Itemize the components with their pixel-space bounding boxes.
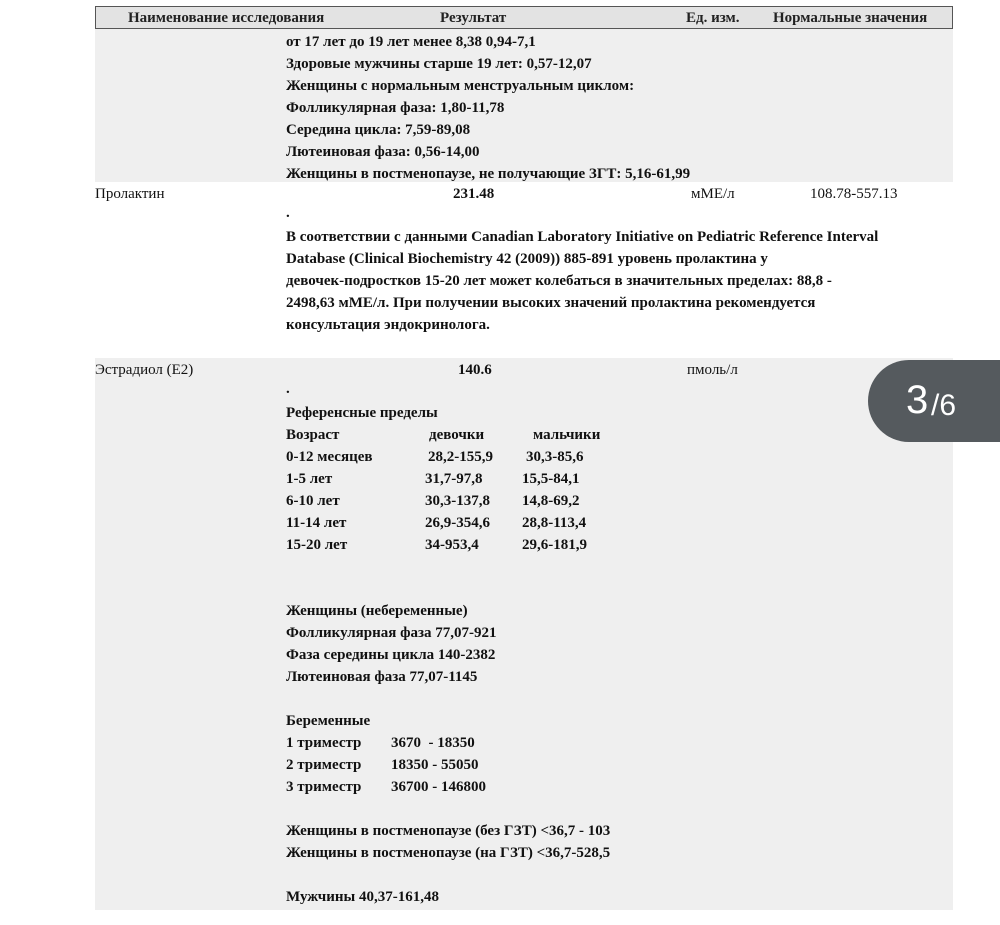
trimester-range: 18350 - 55050: [391, 757, 479, 773]
women-line: Фаза середины цикла 140-2382: [286, 647, 496, 663]
prolactin-note-line: девочек-подростков 15-20 лет может колебаться в значительных пределах: 88,8 -: [286, 273, 832, 289]
header-units: Ед. изм.: [686, 10, 740, 26]
prolactin-name: Пролактин: [95, 186, 165, 202]
boys-cell: 30,3-85,6: [526, 449, 584, 465]
pregnant-title: Беременные: [286, 713, 371, 729]
prev-line: Женщины в постменопаузе, не получающие ЗГТ: 5,16-61,99: [286, 166, 691, 182]
age-table-header: [286, 424, 601, 446]
estradiol-units: пмоль/л: [687, 362, 738, 378]
prolactin-units: мМЕ/л: [691, 186, 735, 202]
prev-line: Фолликулярная фаза: 1,80-11,78: [286, 100, 505, 116]
girls-cell: 26,9-354,6: [425, 515, 490, 531]
col-boys: мальчики: [533, 427, 601, 443]
table-row: [286, 490, 580, 512]
previous-test-continuation: [95, 29, 953, 182]
men-line: Мужчины 40,37-161,48: [286, 889, 439, 905]
prolactin-row: [95, 182, 953, 358]
prev-line: Лютеиновая фаза: 0,56-14,00: [286, 144, 480, 160]
postmenopause-line: Женщины в постменопаузе (на ГЗТ) <36,7-528,5: [286, 845, 611, 861]
estradiol-name: Эстрадиол (Е2): [95, 362, 194, 378]
boys-cell: 28,8-113,4: [522, 515, 587, 531]
women-line: Женщины (небеременные): [286, 603, 468, 619]
table-row: [286, 468, 580, 490]
total-pages: /6: [931, 389, 957, 422]
page-indicator-badge: [868, 360, 1000, 442]
trimester-cell: 2 триместр: [286, 757, 362, 773]
prolactin-note-line: консультация эндокринолога.: [286, 317, 490, 333]
boys-cell: 29,6-181,9: [522, 537, 587, 553]
prolactin-note-line: 2498,63 мМЕ/л. При получении высоких значений пролактина рекомендуется: [286, 295, 816, 311]
prolactin-dot: .: [286, 205, 290, 221]
table-row: [286, 534, 587, 556]
prolactin-note-line: Database (Clinical Biochemistry 42 (2009)) 885-891 уровень пролактина у: [286, 251, 768, 267]
women-line: Лютеиновая фаза 77,07-1145: [286, 669, 478, 685]
postmenopause-line: Женщины в постменопаузе (без ГЗТ) <36,7 - 103: [286, 823, 611, 839]
boys-cell: 15,5-84,1: [522, 471, 580, 487]
estradiol-result: 140.6: [458, 362, 492, 378]
age-cell: 15-20 лет: [286, 537, 348, 553]
table-row: [286, 512, 587, 534]
estradiol-row: [95, 358, 953, 910]
prev-line: Женщины с нормальным менструальным циклом:: [286, 78, 635, 94]
prev-line: Середина цикла: 7,59-89,08: [286, 122, 471, 138]
women-line: Фолликулярная фаза 77,07-921: [286, 625, 497, 641]
reference-title: Референсные пределы: [286, 405, 438, 421]
trimester-range: 3670 - 18350: [391, 735, 475, 751]
col-age: Возраст: [286, 427, 340, 443]
prolactin-normal: 108.78-557.13: [810, 186, 898, 202]
prolactin-note-line: В соответствии с данными Canadian Laboratory Initiative on Pediatric Reference Interval: [286, 229, 879, 245]
prev-line: от 17 лет до 19 лет менее 8,38 0,94-7,1: [286, 34, 536, 50]
girls-cell: 28,2-155,9: [428, 449, 493, 465]
header-result: Результат: [440, 10, 507, 26]
table-header: [95, 6, 953, 29]
age-cell: 6-10 лет: [286, 493, 340, 509]
trimester-range: 36700 - 146800: [391, 779, 486, 795]
trimester-cell: 1 триместр: [286, 735, 362, 751]
pregnant-row: [286, 776, 486, 798]
age-cell: 11-14 лет: [286, 515, 347, 531]
header-test-name: Наименование исследования: [128, 10, 325, 26]
prolactin-result: 231.48: [453, 186, 495, 202]
current-page-number: 3: [906, 378, 929, 422]
boys-cell: 14,8-69,2: [522, 493, 580, 509]
trimester-cell: 3 триместр: [286, 779, 362, 795]
pregnant-row: [286, 732, 475, 754]
girls-cell: 30,3-137,8: [425, 493, 490, 509]
girls-cell: 31,7-97,8: [425, 471, 483, 487]
pregnant-row: [286, 754, 479, 776]
col-girls: девочки: [429, 427, 485, 443]
header-normal-values: Нормальные значения: [773, 10, 928, 26]
age-cell: 0-12 месяцев: [286, 449, 373, 465]
age-cell: 1-5 лет: [286, 471, 333, 487]
lab-report-page: [95, 6, 953, 910]
estradiol-dot: .: [286, 381, 290, 397]
girls-cell: 34-953,4: [425, 537, 479, 553]
prev-line: Здоровые мужчины старше 19 лет: 0,57-12,07: [286, 56, 592, 72]
table-row: [286, 446, 584, 468]
